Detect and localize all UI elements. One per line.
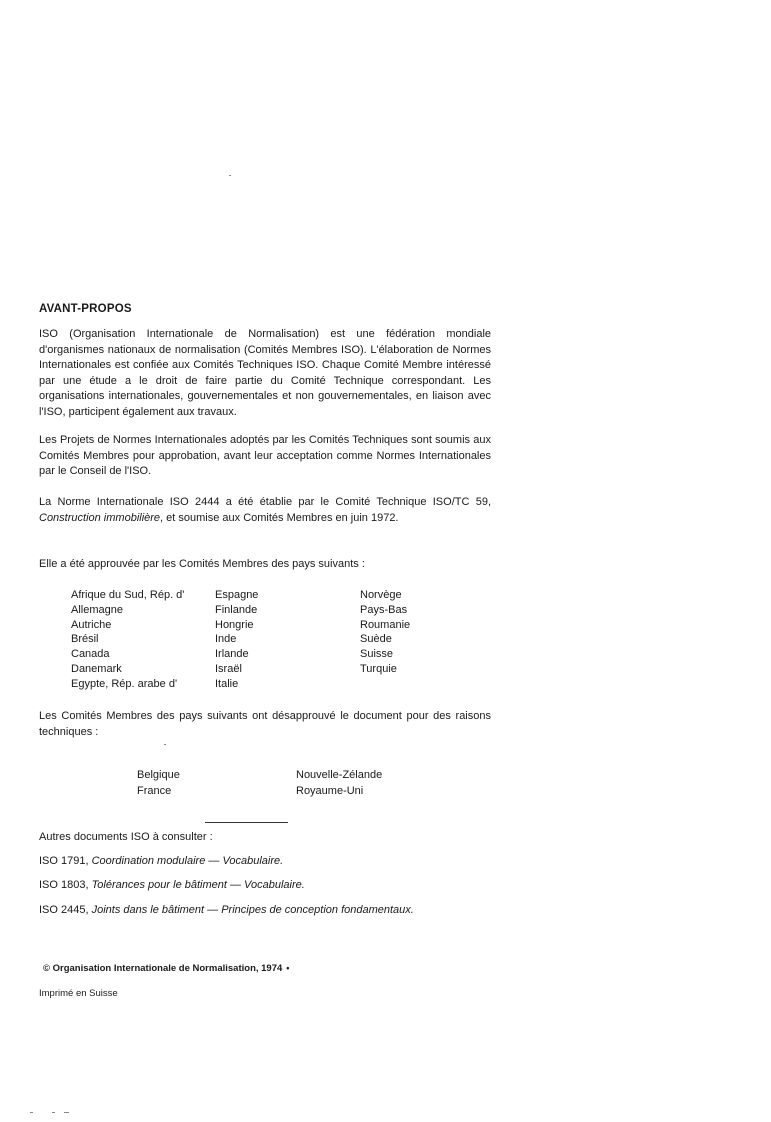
references-intro: Autres documents ISO à consulter : bbox=[39, 831, 213, 843]
committee-title: Construction immobilière bbox=[39, 511, 161, 524]
country-item: Israël bbox=[215, 662, 242, 675]
country-item: Espagne bbox=[215, 589, 259, 601]
printed-in-notice: Imprimé en Suisse bbox=[39, 988, 118, 999]
scan-speck bbox=[52, 1112, 55, 1113]
country-item: Canada bbox=[71, 648, 110, 661]
reference-number: ISO 2445, bbox=[39, 904, 92, 916]
country-item: Norvège bbox=[360, 589, 402, 601]
country-item: Danemark bbox=[71, 662, 122, 675]
reference-title: Joints dans le bâtiment — Principes de conception fondamentaux. bbox=[91, 904, 414, 916]
country-item: Belgique bbox=[137, 769, 180, 781]
country-item: Finlande bbox=[215, 603, 258, 616]
disapproving-countries-list bbox=[137, 768, 426, 799]
country-item: Inde bbox=[215, 633, 237, 646]
copyright-text: © Organisation Internationale de Normalisation, 1974 bbox=[43, 963, 283, 974]
reference-number: ISO 1791, bbox=[39, 855, 92, 867]
country-item: Suisse bbox=[360, 648, 394, 661]
country-item: Brésil bbox=[71, 633, 99, 646]
country-item: Autriche bbox=[71, 618, 112, 631]
standard-text-prefix: La Norme Internationale ISO 2444 a été établie par le Comité Technique ISO/TC 59, bbox=[39, 496, 491, 508]
divider-rule bbox=[205, 822, 288, 823]
country-item: Royaume-Uni bbox=[296, 784, 364, 797]
reference-item bbox=[39, 855, 283, 867]
copyright-notice bbox=[43, 963, 289, 974]
scan-speck bbox=[30, 1112, 33, 1113]
foreword-paragraph-standard bbox=[39, 495, 491, 526]
approving-countries-list bbox=[71, 588, 490, 692]
reference-number: ISO 1803, bbox=[39, 879, 92, 891]
reference-title: Coordination modulaire — Vocabulaire. bbox=[91, 855, 284, 867]
country-item: Nouvelle-Zélande bbox=[296, 769, 383, 781]
section-heading: AVANT-PROPOS bbox=[39, 303, 132, 315]
country-item: Pays-Bas bbox=[360, 603, 408, 616]
country-item: France bbox=[137, 784, 172, 797]
country-item: Suède bbox=[360, 633, 392, 646]
country-item: Afrique du Sud, Rép. d' bbox=[71, 589, 185, 601]
bullet-icon: • bbox=[286, 963, 290, 973]
approval-intro: Elle a été approuvée par les Comités Membres des pays suivants : bbox=[39, 558, 365, 570]
reference-title: Tolérances pour le bâtiment — Vocabulaire. bbox=[91, 879, 305, 891]
reference-item bbox=[39, 879, 305, 891]
scan-speck bbox=[229, 175, 231, 176]
country-item: Hongrie bbox=[215, 618, 254, 631]
country-item: Turquie bbox=[360, 662, 397, 675]
disapproval-intro: Les Comités Membres des pays suivants ont désapprouvé le document pour des raisons techniques : bbox=[39, 710, 491, 738]
country-item: Irlande bbox=[215, 648, 249, 661]
standard-text-suffix: , et soumise aux Comités Membres en juin 1972. bbox=[160, 511, 399, 524]
reference-item bbox=[39, 904, 414, 916]
scan-speck bbox=[64, 1112, 69, 1113]
country-item: Allemagne bbox=[71, 603, 123, 616]
scan-speck bbox=[164, 744, 166, 745]
foreword-paragraph-iso: ISO (Organisation Internationale de Normalisation) est une fédération mondiale d'organismes nationaux de normalisation (Comités Membres ISO). L'élaboration de Normes Internationales est confiée aux Comités Techniques ISO. Chaque Comité Membre intéressé par une étude a le droit de faire partie du Comité Technique correspondant. Les organisations internationales, gouvernementales et non gouvernementales, en liaison avec l'ISO, participent également aux travaux. bbox=[39, 328, 491, 418]
country-item: Egypte, Rép. arabe d' bbox=[71, 677, 178, 690]
country-item: Roumanie bbox=[360, 618, 411, 631]
foreword-paragraph-projects: Les Projets de Normes Internationales adoptés par les Comités Techniques sont soumis aux Comités Membres pour approbation, avant leur acceptation comme Normes Internationales par le Conseil de l'ISO. bbox=[39, 434, 491, 477]
country-item: Italie bbox=[215, 677, 239, 690]
